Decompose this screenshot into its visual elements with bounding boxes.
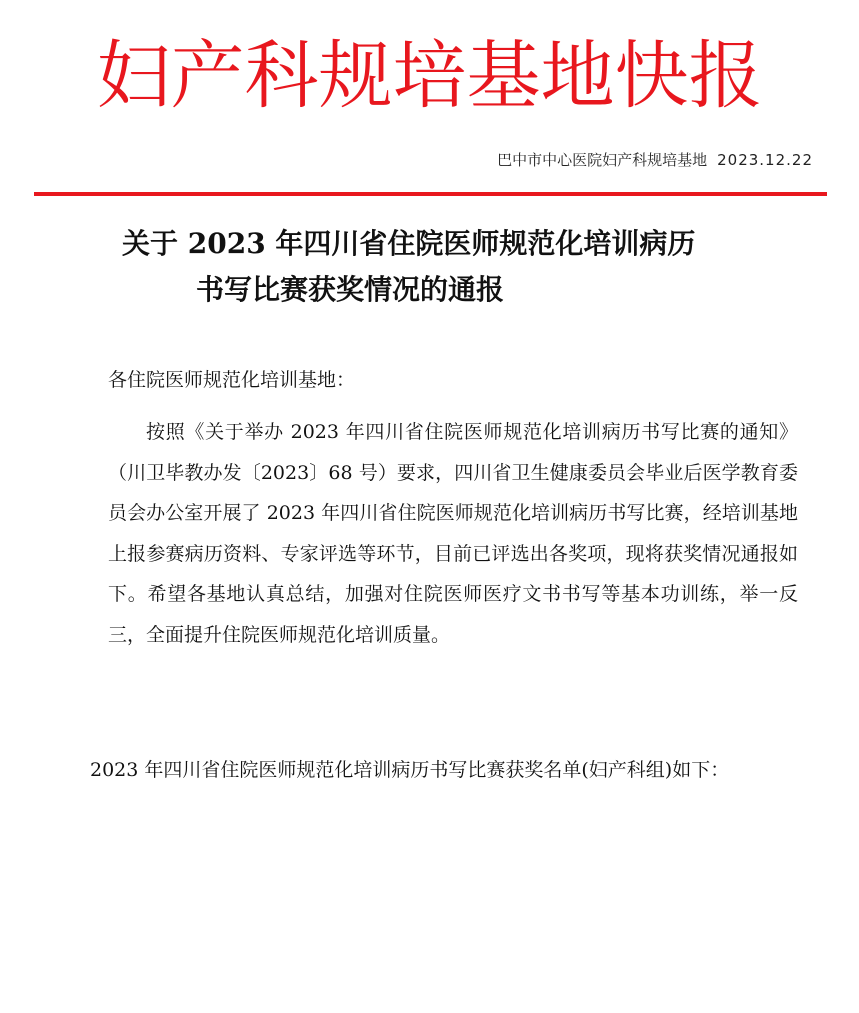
document-title-line-1: 关于 2023 年四川省住院医师规范化培训病历 xyxy=(122,227,696,260)
issuer-org: 巴中市中心医院妇产科规培基地 xyxy=(497,151,708,169)
masthead-title: 妇产科规培基地快报 xyxy=(96,33,763,119)
body-paragraph: 按照《关于举办 2023 年四川省住院医师规范化培训病历书写比赛的通知》（川卫毕教办发〔2023〕68 号）要求，四川省卫生健康委员会毕业后医学教育委员会办公室开展了 2023 年四川省住院医师规范化培训病历书写比赛，经培训基地上报参赛病历资料、专家评选等环节，目前已评选出各奖项，现将获奖情况通报如下。希望各基地认真总结，加强对住院医师医疗文书书写等基本功训练，举一反三，全面提升住院医师规范化培训质量。 xyxy=(108,421,798,646)
issuer-line xyxy=(497,150,813,170)
red-divider xyxy=(34,192,827,196)
document-title-line-2: 书写比赛获奖情况的通报 xyxy=(196,273,505,306)
salutation: 各住院医师规范化培训基地： xyxy=(108,369,356,391)
issue-date: 2023.12.22 xyxy=(717,151,813,169)
award-list-intro: 2023 年四川省住院医师规范化培训病历书写比赛获奖名单(妇产科组)如下： xyxy=(90,759,730,781)
